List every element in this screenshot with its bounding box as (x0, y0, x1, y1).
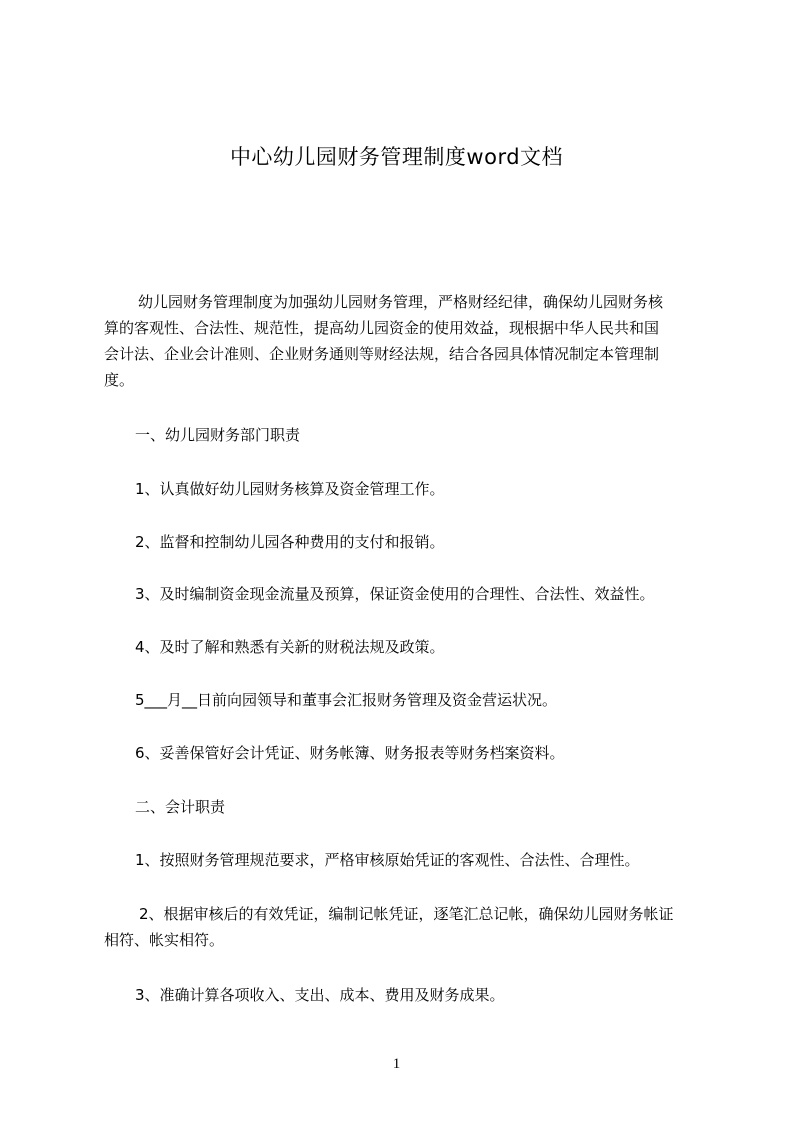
section1-item: 6、妥善保管好会计凭证、财务帐簿、财务报表等财务档案资料。 (135, 744, 565, 762)
section1-item: 5___月__日前向园领导和董事会汇报财务管理及资金营运状况。 (135, 691, 558, 709)
section1-item: 1、认真做好幼儿园财务核算及资金管理工作。 (135, 480, 445, 498)
intro-line: 算的客观性、合法性、规范性，提高幼儿园资金的使用效益，现根据中华人民共和国 (104, 319, 660, 337)
intro-line: 度。 (104, 371, 135, 389)
intro-line: 会计法、企业会计准则、企业财务通则等财经法规，结合各园具体情况制定本管理制 (104, 345, 660, 363)
section2-item-line: 2、根据审核后的有效凭证，编制记帐凭证，逐笔汇总记帐，确保幼儿园财务帐证 (139, 905, 674, 923)
section1-item: 4、及时了解和熟悉有关新的财税法规及政策。 (135, 638, 445, 656)
section2-item-line: 相符、帐实相符。 (104, 931, 225, 949)
section1-heading: 一、幼儿园财务部门职责 (135, 426, 301, 444)
section1-item: 3、及时编制资金现金流量及预算，保证资金使用的合理性、合法性、效益性。 (135, 585, 655, 603)
intro-paragraph (104, 289, 704, 393)
section2-item: 3、准确计算各项收入、支出、成本、费用及财务成果。 (135, 986, 505, 1004)
page-number: 1 (392, 1056, 401, 1072)
section2-item: 1、按照财务管理规范要求，严格审核原始凭证的客观性、合法性、合理性。 (135, 851, 640, 869)
section1-item: 2、监督和控制幼儿园各种费用的支付和报销。 (135, 533, 445, 551)
section2-item (104, 901, 714, 953)
intro-line: 幼儿园财务管理制度为加强幼儿园财务管理，严格财经纪律，确保幼儿园财务核 (138, 293, 664, 311)
section2-heading: 二、会计职责 (135, 798, 226, 816)
page-title: 中心幼儿园财务管理制度word文档 (229, 145, 564, 169)
